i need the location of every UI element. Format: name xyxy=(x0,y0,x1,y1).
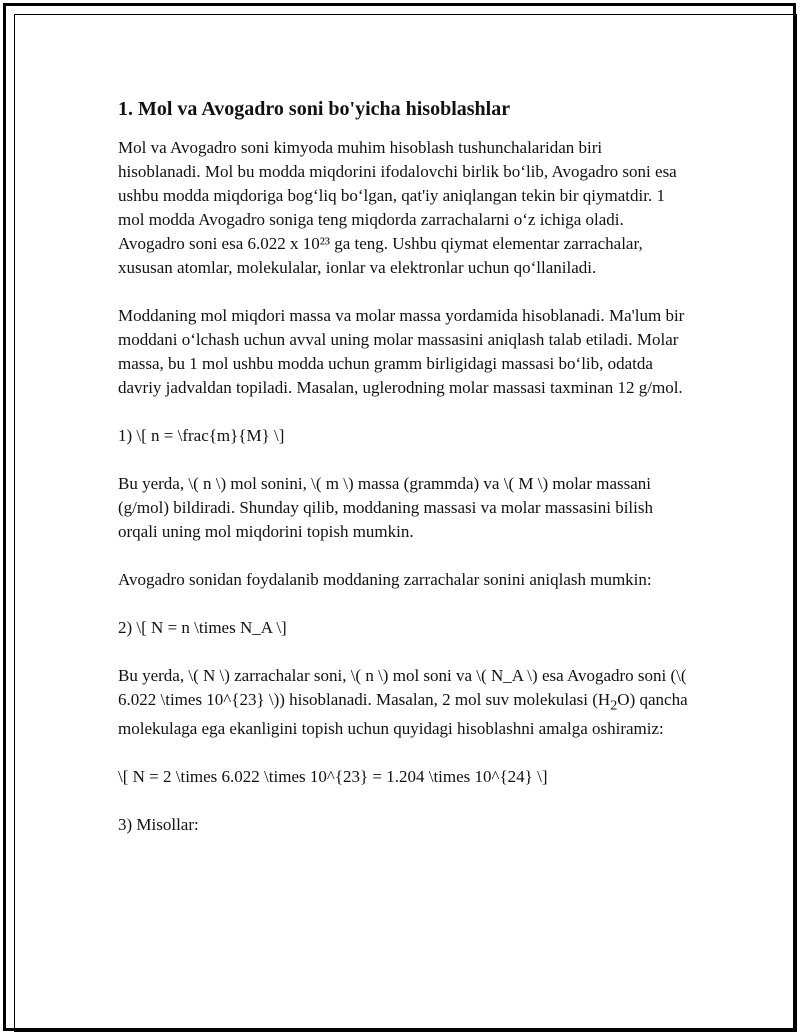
paragraph-molar-mass: Moddaning mol miqdori massa va molar massa yordamida hisoblanadi. Ma'lum bir moddani o‘lchash uchun avval uning molar massasini aniqlash talab etiladi. Molar massa, bu 1 mol ushbu modda uchun gramm birligidagi massasi bo‘lib, odatda davriy jadvaldan topiladi. Masalan, uglerodning molar massasi taxminan 12 g/mol. xyxy=(118,306,685,397)
paragraph-formula-2-explanation xyxy=(118,664,688,741)
formula-3: \[ N = 2 \times 6.022 \times 10^{23} = 1.204 \times 10^{24} \] xyxy=(118,767,548,787)
formula-2: 2) \[ N = n \times N_A \] xyxy=(118,618,287,637)
paragraph-formula-1-explanation: Bu yerda, \( n \) mol sonini, \( m \) massa (grammda) va \( M \) molar massani (g/mol) bildiradi. Shunday qilib, moddaning massasi va molar massasini bilish orqali uning mol miqdorini topish mumkin. xyxy=(118,474,653,541)
document-body xyxy=(118,90,688,861)
paragraph-text-part: O) qancha molekulaga ega ekanligini topish uchun quyidagi hisoblashni amalga oshiramiz: xyxy=(118,690,688,739)
paragraph-intro: Mol va Avogadro soni kimyoda muhim hisoblash tushunchalaridan biri hisoblanadi. Mol bu modda miqdorini ifodalovchi birlik bo‘lib, Avogadro soni esa ushbu modda miqdoriga bog‘liq bo‘lgan, qat'iy aniqlangan tekin bir qiymatdir. 1 mol modda Avogadro soniga teng miqdorda zarrachalarni o‘z ichiga oladi. Avogadro soni esa 6.022 x 10²³ ga teng. Ushbu qiymat elementar zarrachalar, xususan atomlar, molekulalar, ionlar va elektronlar uchun qo‘llaniladi. xyxy=(118,138,677,277)
section-heading: 1. Mol va Avogadro soni bo'yicha hisoblashlar xyxy=(118,98,511,120)
examples-heading: 3) Misollar: xyxy=(118,815,199,835)
formula-1: 1) \[ n = \frac{m}{M} \] xyxy=(118,426,285,445)
paragraph-text-part: Bu yerda, \( N \) zarrachalar soni, \( n \) mol soni va \( N_A \) esa Avogadro soni (\( 6.022 \times 10^{23} \)) hisoblanadi. Masalan, 2 mol suv molekulasi (H xyxy=(118,666,687,709)
subscript: 2 xyxy=(610,697,618,714)
paragraph-avogadro-intro: Avogadro sonidan foydalanib moddaning zarrachalar sonini aniqlash mumkin: xyxy=(118,570,652,589)
